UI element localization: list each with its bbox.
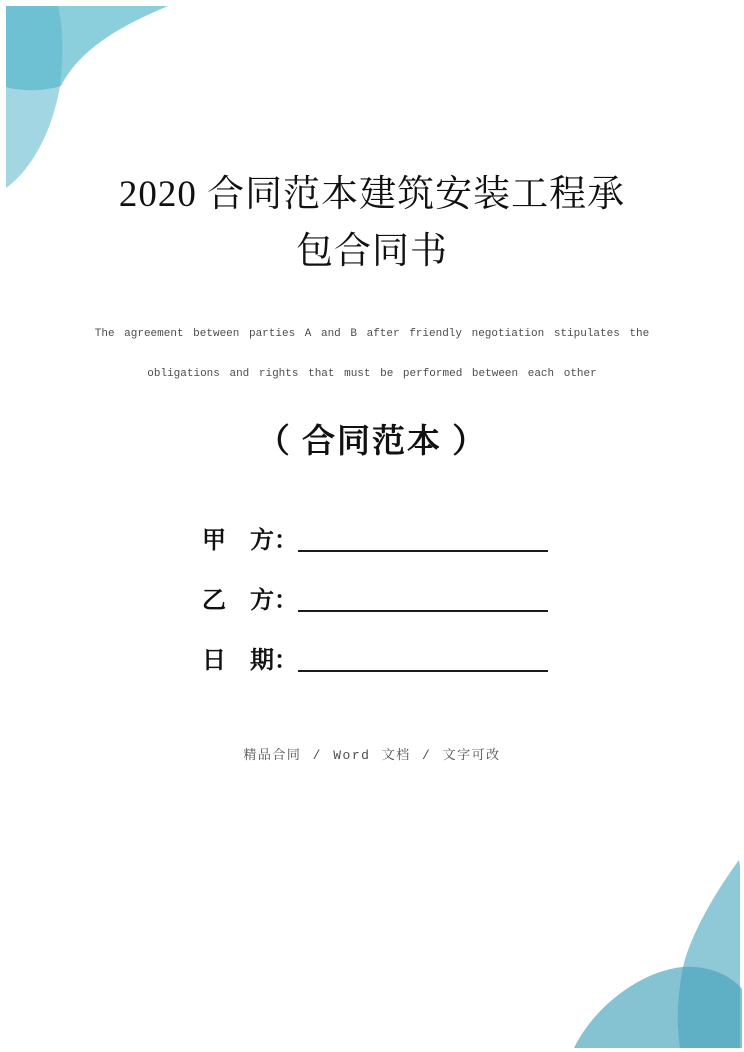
petal-horizontal [574,967,742,1048]
subtitle-english [0,314,744,394]
contract-template-label: （ 合同范本 ） [256,424,488,460]
title-line-2: 包合同书 [296,231,448,272]
footer-tagline: 精品合同 / Word 文档 / 文字可改 [243,748,501,763]
petal-horizontal [6,6,168,90]
subtitle-line-2: obligations and rights that must be performed between each other [147,368,597,380]
party-a-label: 甲 方： [202,528,298,554]
signature-fields [202,520,548,700]
party-a-fill-line[interactable] [298,550,548,552]
date-fill-line[interactable] [298,670,548,672]
date-label: 日 期： [202,648,298,674]
corner-decoration-bottom-right [519,827,744,1052]
subtitle-line-1: The agreement between parties A and B after friendly negotiation stipulates the [94,328,650,340]
party-b-label: 乙 方： [202,588,298,614]
title-line-1: 2020 合同范本建筑安装工程承 [118,174,626,215]
date-row [202,640,548,676]
party-a-row [202,520,548,556]
document-title [0,166,744,280]
party-b-fill-line[interactable] [298,610,548,612]
party-b-row [202,580,548,616]
